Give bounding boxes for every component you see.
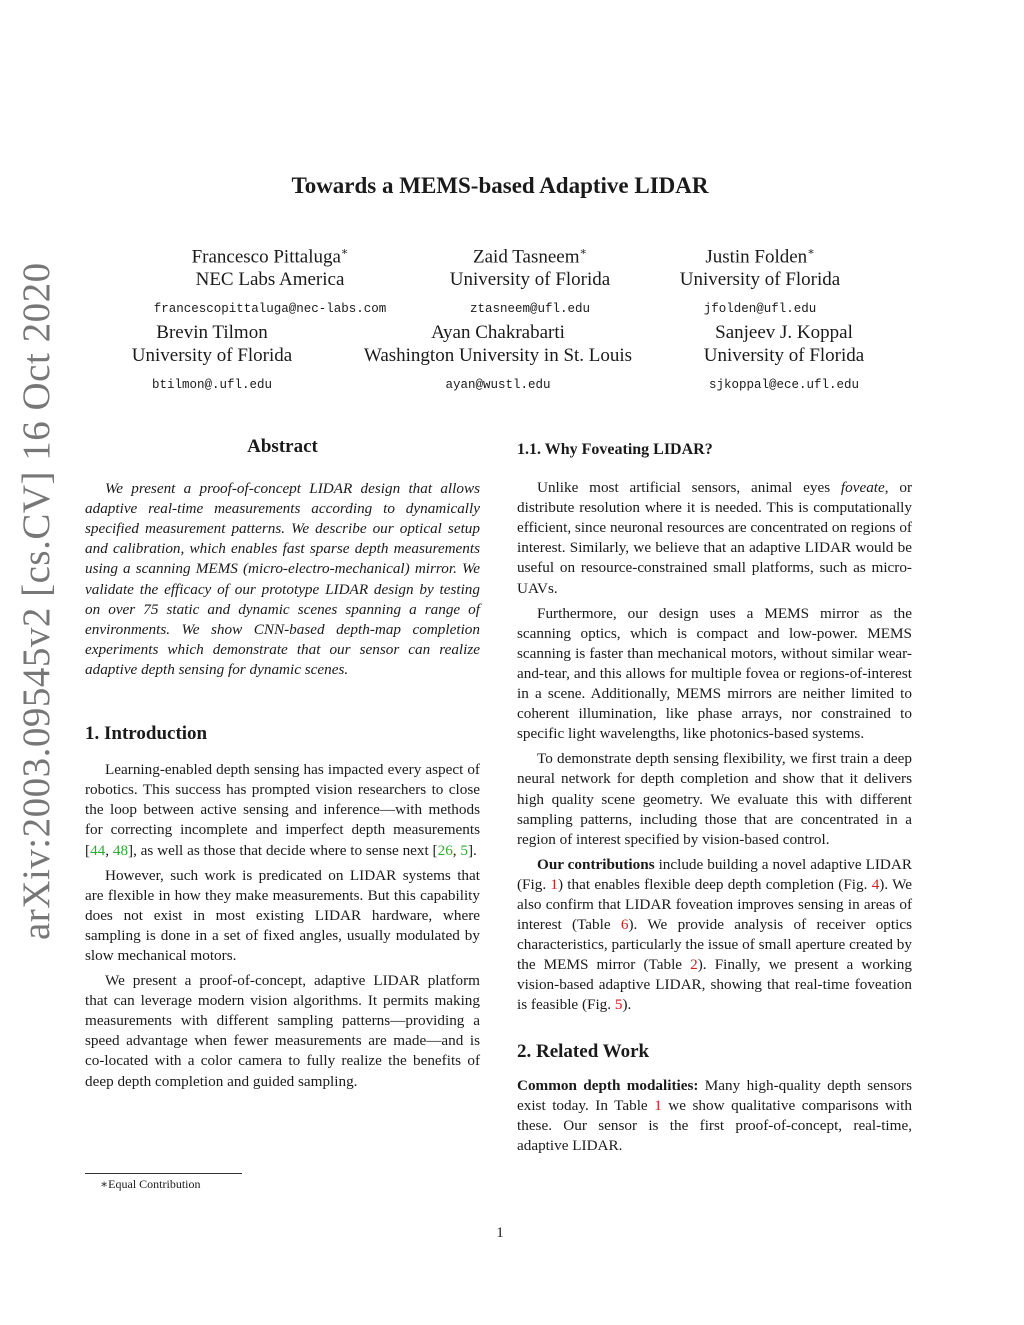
author-affiliation: University of Florida [449, 269, 611, 291]
body-paragraph [517, 478, 912, 599]
text-span: , or distribute resolution where it is needed. This is computationally efficient, since neuronal resources are concentrated on regions of interest. Similarly, we believe that an adaptive LIDAR would be useful on resource-constrained small platforms, such as micro-UAVs. [517, 479, 913, 597]
section-heading-introduction: 1. Introduction [85, 723, 208, 745]
equal-contribution-mark: ∗ [340, 246, 349, 258]
table-ref-link[interactable]: 6 [620, 916, 629, 934]
author-email[interactable]: ayan@wustl.edu [445, 378, 551, 392]
citation-link[interactable]: 48 [112, 841, 129, 859]
equal-contribution-mark: ∗ [579, 246, 587, 258]
author-affiliation: Washington University in St. Louis [363, 345, 633, 366]
left-column [85, 437, 480, 1097]
paper-title: Towards a MEMS-based Adaptive LIDAR [291, 173, 709, 198]
text-span: ). We provide analysis of receiver optics characteristics, particularly the issue of small aperture created by the MEMS mirror (Table [517, 916, 912, 974]
contributions-paragraph [517, 855, 912, 1016]
author-email[interactable]: btilmon@.ufl.edu [151, 378, 273, 392]
author-affiliation: NEC Labs America [195, 269, 345, 291]
author-email[interactable]: francescopittaluga@nec-labs.com [153, 302, 387, 317]
text-span: Unlike most artificial sensors, animal eyes [537, 479, 841, 497]
citation-link[interactable]: 5 [460, 841, 468, 859]
author-affiliation: University of Florida [131, 345, 293, 366]
intro-paragraph: However, such work is predicated on LIDAR systems that are flexible in how they make measurements. But this capability does not exist in most existing LIDAR hardware, where sampling is done in a set of fixed angles, usually modulated by slow mechanical motors. [85, 866, 480, 964]
author-block [684, 321, 884, 397]
author-email[interactable]: jfolden@ufl.edu [703, 302, 817, 317]
table-ref-link[interactable]: 1 [654, 1096, 662, 1114]
author-affiliation: University of Florida [703, 345, 865, 366]
author-block [420, 241, 640, 321]
text-span: ). We also confirm that LIDAR foveation improves sensing in areas of interest (Table [517, 875, 912, 934]
text-span: ). Finally, we present a working vision-based adaptive LIDAR, showing that real-time foveation is feasible (Fig. [517, 956, 912, 1014]
page-number: 1 [496, 1225, 504, 1241]
text-span: , [105, 841, 113, 859]
citation-link[interactable]: 44 [90, 841, 106, 859]
arxiv-sidebar-id: arXiv:2003.09545v2 [cs.CV] 16 Oct 2020 [15, 262, 58, 940]
author-block [338, 321, 658, 397]
right-column [517, 440, 912, 1161]
author-name: Sanjeev J. Koppal [715, 322, 853, 343]
text-span: ], as well as those that decide where to sense next [ [128, 841, 438, 859]
author-name: Zaid Tasneem [473, 246, 580, 268]
author-name: Justin Folden [705, 246, 808, 268]
intro-paragraph [85, 760, 480, 860]
intro-paragraph: We present a proof-of-concept, adaptive LIDAR platform that can leverage modern vision algorithms. It permits making measurements with different sampling patterns—providing a speed advantage when fewer measurements are made—and is co-located with a color camera to fully realize the benefits of deep depth completion and guided sampling. [85, 972, 480, 1090]
abstract-text: We present a proof-of-concept LIDAR design that allows adaptive real-time measurements according to dynamically specified measurement patterns. We describe our optical setup and calibration, which enables fast sparse depth measurements using a scanning MEMS (micro-electro-mechanical) mirror. We validate the efficacy of our prototype LIDAR design by testing on over 75 static and dynamic scenes spanning a range of environments. We show CNN-based depth-map completion experiments which demonstrate that our sensor can realize adaptive depth sensing for dynamic scenes. [85, 480, 480, 678]
text-span: ). [622, 996, 632, 1014]
citation-link[interactable]: 26 [437, 841, 453, 859]
text-span: include building a novel adaptive LIDAR (Fig. [517, 855, 912, 893]
author-block [112, 321, 312, 397]
author-name: Francesco Pittaluga [191, 246, 341, 268]
author-name: Ayan Chakrabarti [431, 322, 565, 343]
author-block [660, 241, 860, 321]
emphasis-text: foveate [840, 479, 885, 497]
figure-ref-link[interactable]: 5 [614, 996, 623, 1014]
abstract-heading: Abstract [247, 436, 318, 457]
footnote-rule [85, 1173, 242, 1174]
table-ref-link[interactable]: 2 [690, 956, 698, 974]
subsection-heading-why-foveating: 1.1. Why Foveating LIDAR? [517, 441, 713, 458]
author-email[interactable]: ztasneem@ufl.edu [469, 302, 591, 317]
author-affiliation: University of Florida [679, 269, 841, 291]
related-paragraph [517, 1076, 912, 1156]
text-span: Many high-quality depth sensors exist today. In Table [517, 1076, 912, 1114]
text-span: ) that enables flexible deep depth completion (Fig. [557, 875, 872, 893]
equal-contribution-mark: ∗ [807, 246, 815, 258]
section-heading-related-work: 2. Related Work [517, 1040, 650, 1062]
bold-run-in: Our contributions [537, 855, 655, 873]
figure-ref-link[interactable]: 4 [871, 875, 880, 893]
author-email[interactable]: sjkoppal@ece.ufl.edu [708, 378, 860, 392]
text-span: , [452, 841, 461, 859]
text-span: we show qualitative comparisons with these. Our sensor is the first proof-of-concept, real-time, adaptive LIDAR. [517, 1096, 912, 1154]
body-paragraph: Furthermore, our design uses a MEMS mirror as the scanning optics, which is compact and low-power. MEMS scanning is faster than mechanical motors, without similar wear-and-tear, and this allows for multiple fovea or regions-of-interest in a scene. Additionally, MEMS mirrors are neither limited to coherent illumination, like phase arrays, nor constrained to specific light wavelengths, like photonics-based systems. [517, 604, 912, 743]
figure-ref-link[interactable]: 1 [550, 875, 558, 893]
author-block [140, 241, 400, 321]
body-paragraph: To demonstrate depth sensing flexibility, we first train a deep neural network for depth completion and show that it delivers high quality scene geometry. We evaluate this with different sampling patterns, including those that are concentrated in a region of interest specified by vision-based control. [517, 750, 912, 848]
author-name: Brevin Tilmon [156, 322, 268, 343]
text-span: ]. [467, 841, 477, 859]
footnote: ∗Equal Contribution [100, 1177, 201, 1191]
bold-run-in: Common depth modalities: [517, 1076, 699, 1094]
text-span: Learning-enabled depth sensing has impacted every aspect of robotics. This success has prompted vision researchers to close the loop between active sensing and inference—with methods for correcting incomplete and imperfect depth measurements [ [85, 761, 480, 859]
